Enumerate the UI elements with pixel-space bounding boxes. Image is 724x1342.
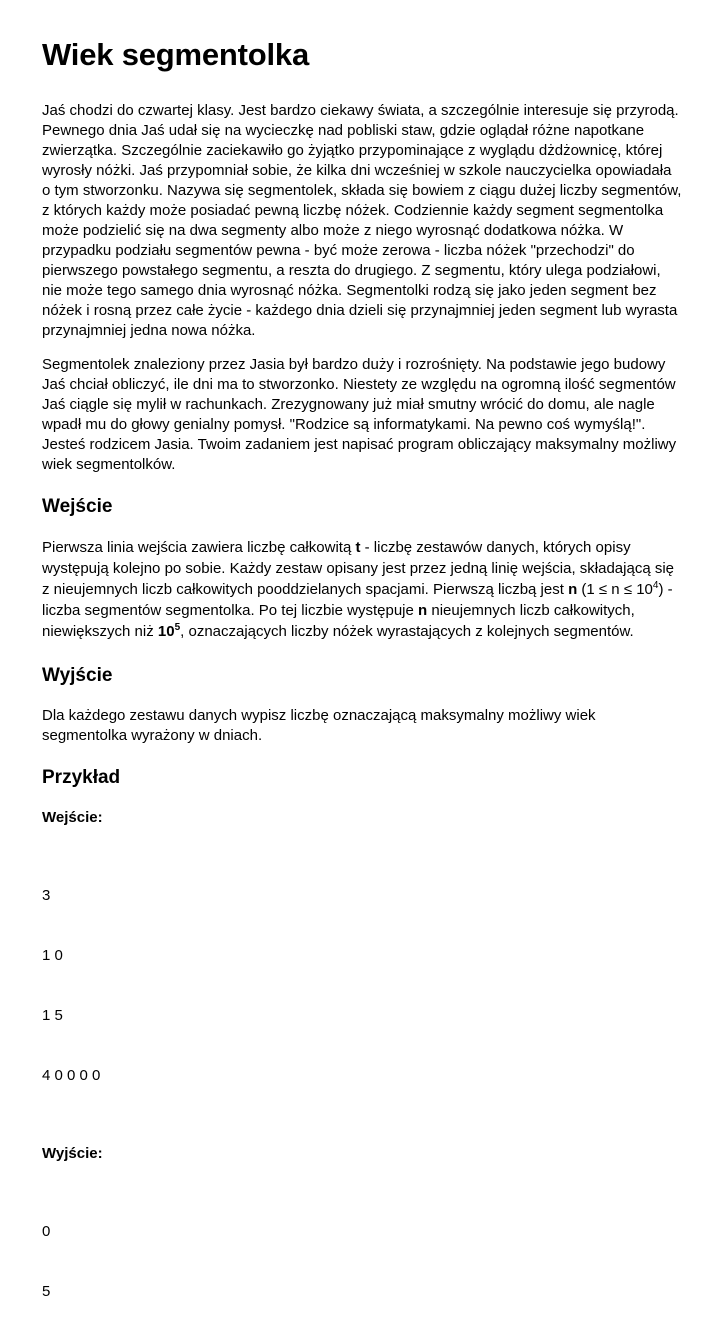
variable-n-2: n (418, 602, 428, 619)
exponent-4: 4 (652, 580, 659, 591)
example-input-line: 4 0 0 0 0 (42, 1067, 101, 1084)
output-heading: Wyjście (42, 665, 113, 686)
input-heading: Wejście (42, 496, 113, 517)
example-input-line: 1 0 (42, 947, 63, 964)
example-output-label: Wyjście: (42, 1145, 103, 1162)
variable-t: t (355, 539, 361, 556)
example-output (42, 1182, 682, 1342)
example-output-line: 0 (42, 1223, 51, 1240)
example-heading: Przykład (42, 767, 121, 788)
input-text-4: ) - liczba segmentów segmentolka. Po tej liczbie występuje (42, 581, 673, 619)
intro-paragraph-1: Jaś chodzi do czwartej klasy. Jest bardzo ciekawy świata, a szczególnie interesuje się przyrodą. Pewnego dnia Jaś udał się na wycieczkę nad pobliski staw, gdzie oglądał różne napotkane zwierzątka. Szczególnie zaciekawiło go żyjątko przypominające z wyglądu dżdżownicę, której wyrosły nóżki. Jaś przypomniał sobie, że kilka dni wcześniej w szkole nauczycielka opowiadała o tym stworzonku. Nazywa się segmentolek, składa się bowiem z ciągu dużej liczby segmentów, z których każdy może posiadać pewną liczbę nóżek. Codziennie każdy segment segmentolka może podzielić się na dwa segmenty albo może z niego wyrosnąć dodatkowa nóżka. W przypadku podziału segmentów pewna - być może zerowa - liczba nóżek "przechodzi" do pierwszego powstałego segmentu, a reszta do drugiego. Z segmentu, który ulega podziałowi, nie może tego samego dnia wyrosnąć nóżka. Segmentolki rodzą się jako jeden segment bez nóżek i rosną przez całe życie - każdego dnia dzieli się przynajmniej jeden segment lub wyrasta przynajmniej jedna nowa nóżka. (42, 102, 682, 339)
page-title: Wiek segmentolka (42, 37, 310, 72)
input-text-5: nieujemnych liczb całkowitych, niewiększych niż (42, 602, 635, 640)
exponent-5: 5 (174, 622, 181, 633)
output-description: Dla każdego zestawu danych wypisz liczbę oznaczającą maksymalny możliwy wiek segmentolka wyrażony w dniach. (42, 707, 596, 744)
intro-paragraph-2: Segmentolek znaleziony przez Jasia był bardzo duży i rozrośnięty. Na podstawie jego budowy Jaś chciał obliczyć, ile dni ma to stworzonko. Niestety ze względu na ogromną ilość segmentów Jaś ciągle się mylił w rachunkach. Zrezygnowany już miał smutny wrócić do domu, ale nagle wpadł mu do głowy genialny pomysł. "Rodzice są informatykami. Na pewno coś wymyślą!". Jesteś rodzicem Jasia. Twoim zadaniem jest napisać program obliczający maksymalny możliwy wiek segmentolków. (42, 356, 677, 473)
input-text-1: Pierwsza linia wejścia zawiera liczbę całkowitą (42, 539, 356, 556)
example-input-label: Wejście: (42, 809, 103, 826)
example-output-line: 5 (42, 1283, 51, 1300)
example-input-line: 1 5 (42, 1007, 63, 1024)
input-text-3: (1 ≤ n ≤ 10 (577, 581, 653, 598)
example-input-line: 3 (42, 887, 51, 904)
input-text-2: - liczbę zestawów danych, których opisy występują kolejno po sobie. Każdy zestaw opisany jest przez jedną linię wejścia, składającą się z nieujemnych liczb całkowitych pooddzielanych spacjami. Pierwszą liczbą jest (42, 539, 675, 598)
input-text-6: , oznaczających liczby nóżek wyrastających z kolejnych segmentów. (180, 623, 634, 640)
variable-n: n (568, 581, 578, 598)
input-description (42, 537, 682, 642)
bold-ten: 10 (157, 623, 175, 640)
example-input (42, 846, 682, 1126)
